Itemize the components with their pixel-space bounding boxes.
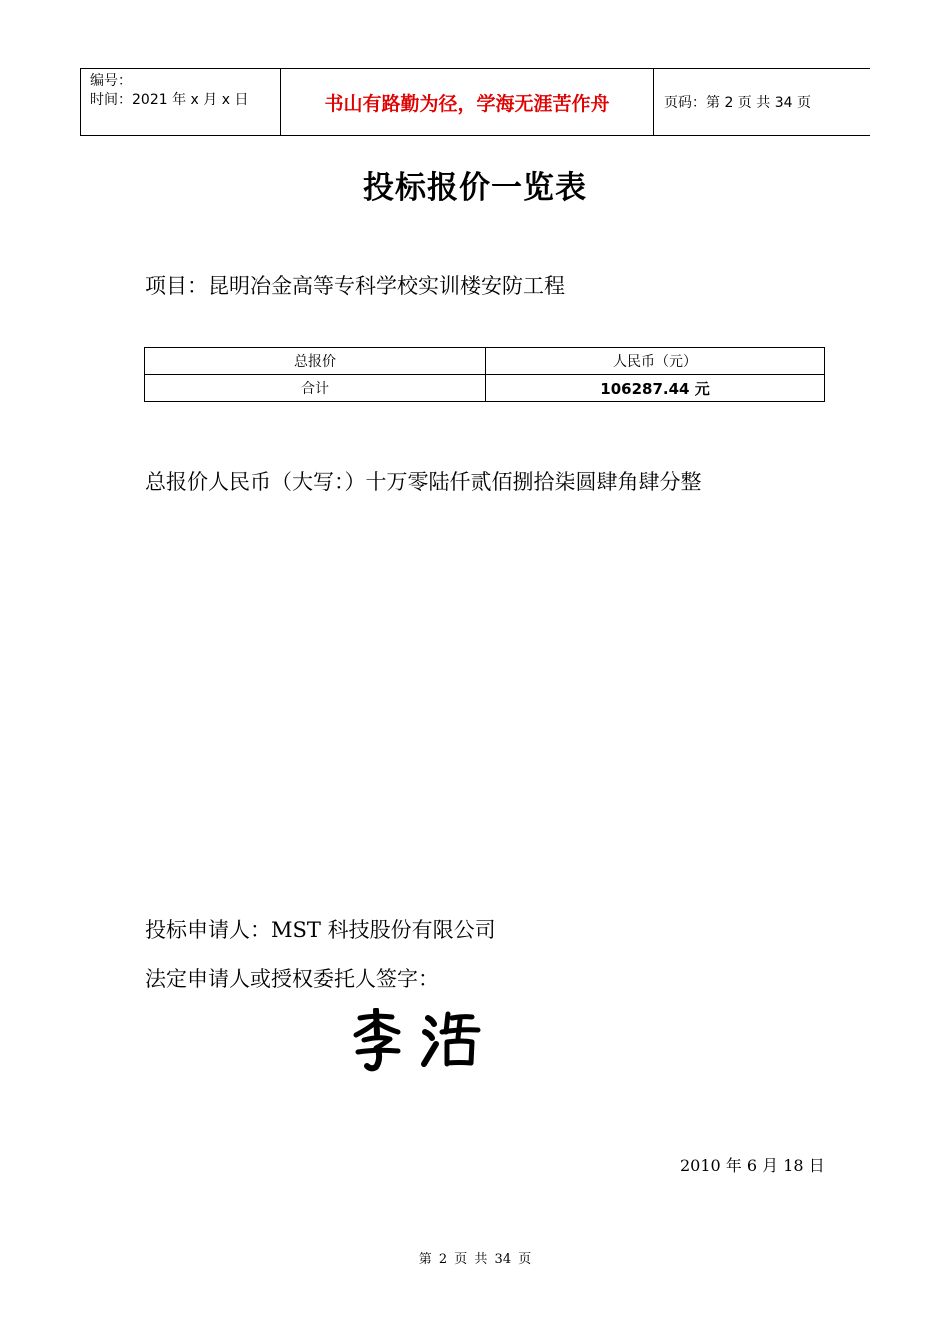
page-footer: 第 2 页 共 34 页: [418, 1252, 532, 1267]
handwritten-signature: [348, 1008, 488, 1072]
table-header-cell: 人民币（元）: [486, 348, 825, 375]
signer-label: 法定申请人或授权委托人签字：: [145, 967, 439, 991]
date-label: 时间：2021 年 x 月 x 日: [90, 92, 249, 108]
total-in-words: 总报价人民币（大写：）十万零陆仟贰佰捌拾柒圆肆角肆分整: [145, 470, 702, 494]
table-cell-amount: 106287.44 元: [486, 375, 825, 402]
page-header: [80, 68, 870, 136]
project-line: 项目：昆明冶金高等专科学校实训楼安防工程: [145, 274, 565, 298]
applicant-line: 投标申请人：MST 科技股份有限公司: [145, 918, 496, 942]
number-label: 编号：: [90, 73, 132, 89]
table-header-cell: 总报价: [145, 348, 486, 375]
header-motto: 书山有路勤为径，学海无涯苦作舟: [281, 69, 654, 135]
table-cell-label: 合计: [145, 375, 486, 402]
document-title: 投标报价一览表: [363, 170, 587, 206]
header-page-info: 页码：第 2 页 共 34 页: [664, 95, 811, 111]
document-date: 2010 年 6 月 18 日: [680, 1156, 825, 1175]
table-header-row: [145, 348, 825, 375]
table-row: [145, 375, 825, 402]
quote-table: [144, 347, 825, 402]
header-meta: [80, 69, 281, 135]
